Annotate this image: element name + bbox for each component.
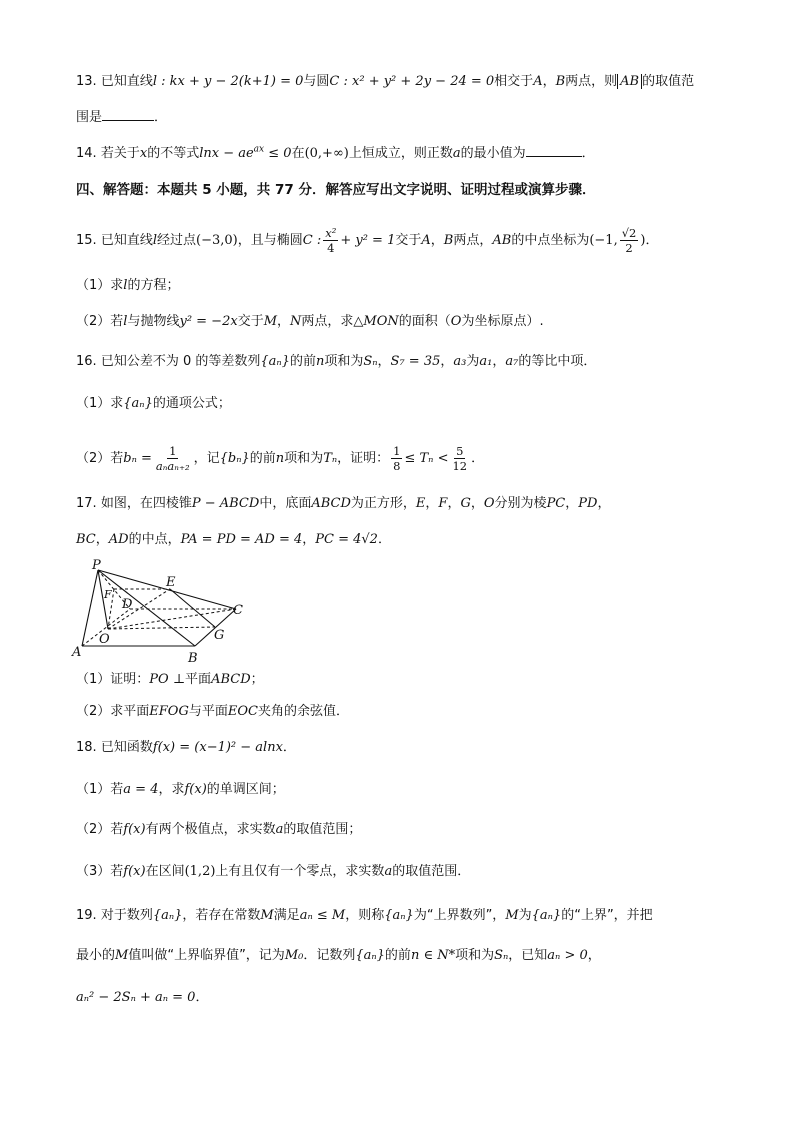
q15-line: 15. 已知直线l经过点(−3,0)，且与椭圆C : $\frac{\text{x²}}{4}$ + y² = 1交于A，B两点，AB的中点坐标为(−1, $\frac{√2}{2}$ )． [76,226,659,255]
q13-line2: 围是 ． [76,110,168,125]
label-C: C [233,603,243,618]
q13-answer-blank[interactable] [102,108,154,121]
q18-part2: （2）若f(x)有两个极值点，求实数a的取值范围； [76,822,362,837]
q14-line: 14. 若关于x的不等式$\ln x - ae^{ax} \le 0$在(0,+∞)上恒成立，则正数a的最小值为 ． [76,144,595,161]
section-4-header: 四、解答题：本题共 5 小题，共 77 分．解答应写出文字说明、证明过程或演算步骤． [76,182,596,198]
upper-bound-fraction: $\frac{5}{12}$ [452,444,468,473]
q18-part3: （3）若f(x)在区间(1,2)上有且仅有一个零点，求实数a的取值范围． [76,864,471,879]
q19-line3: aₙ² − 2Sₙ + aₙ = 0． [76,990,209,1005]
label-P: P [92,558,101,573]
q18-line: 18. 已知函数f(x) = (x−1)² − alnx． [76,740,296,755]
q17-part1: （1）证明：PO ⊥平面ABCD； [76,672,264,687]
midpoint-fraction: $\frac{√2}{2}$ [621,226,637,255]
q17-part2: （2）求平面EFOG与平面EOC夹角的余弦值． [76,704,349,719]
label-F: F [104,588,112,601]
q13-line1: 13. 已知直线l : kx + y − 2(k+1) = 0与圆C : x² + y² + 2y − 24 = 0相交于A，B两点，则 AB 的取值范 [76,74,695,89]
ellipse-fraction: $\frac{\text{x²}}{4}$ [325,226,337,255]
q19-line1: 19. 对于数列{aₙ}，若存在常数M满足aₙ ≤ M，则称{aₙ}为“上界数列”，M为{aₙ}的“上界”，并把 [76,908,653,923]
bn-fraction: $\frac{1}{\text{aₙaₙ₊₂}}$ [155,444,190,473]
q17-line1: 17. 如图，在四棱锥P − ABCD中，底面ABCD为正方形，E，F，G，O分别为棱PC，PD， [76,496,611,511]
q16-part1: （1）求{aₙ}的通项公式； [76,396,231,411]
q16-line: 16. 已知公差不为 0 的等差数列{aₙ}的前n项和为Sₙ，S₇ = 35，a₃为a₁，a₇的等比中项． [76,354,597,369]
lower-bound-fraction: $\frac{1}{8}$ [393,444,401,473]
label-A: A [72,645,82,660]
q15-part1: （1）求l的方程； [76,278,180,293]
label-O: O [99,632,110,647]
q17-line2: BC，AD的中点，PA = PD = AD = 4，PC = 4√2． [76,532,391,547]
label-E: E [166,575,176,590]
label-G: G [214,628,225,643]
q18-part1: （1）若a = 4，求f(x)的单调区间； [76,782,285,797]
label-B: B [188,651,198,666]
q14-answer-blank[interactable] [526,144,582,157]
pyramid-figure [70,556,260,668]
q16-part2: （2）若bₙ = $\frac{1}{\text{aₙaₙ₊₂}}$ ，记{bₙ}的前n项和为Tₙ，证明： $\frac{1}{8}$ ≤ Tₙ < $\frac{5}{12}$ ． [76,444,485,473]
q15-part2: （2）若l与抛物线y² = −2x交于M，N两点，求△MON的面积（O为坐标原点）. [76,314,544,329]
label-D: D [122,597,133,612]
q19-line2: 最小的M值叫做“上界临界值”，记为M₀．记数列{aₙ}的前n ∈ N*项和为Sₙ，已知aₙ > 0， [76,948,601,963]
